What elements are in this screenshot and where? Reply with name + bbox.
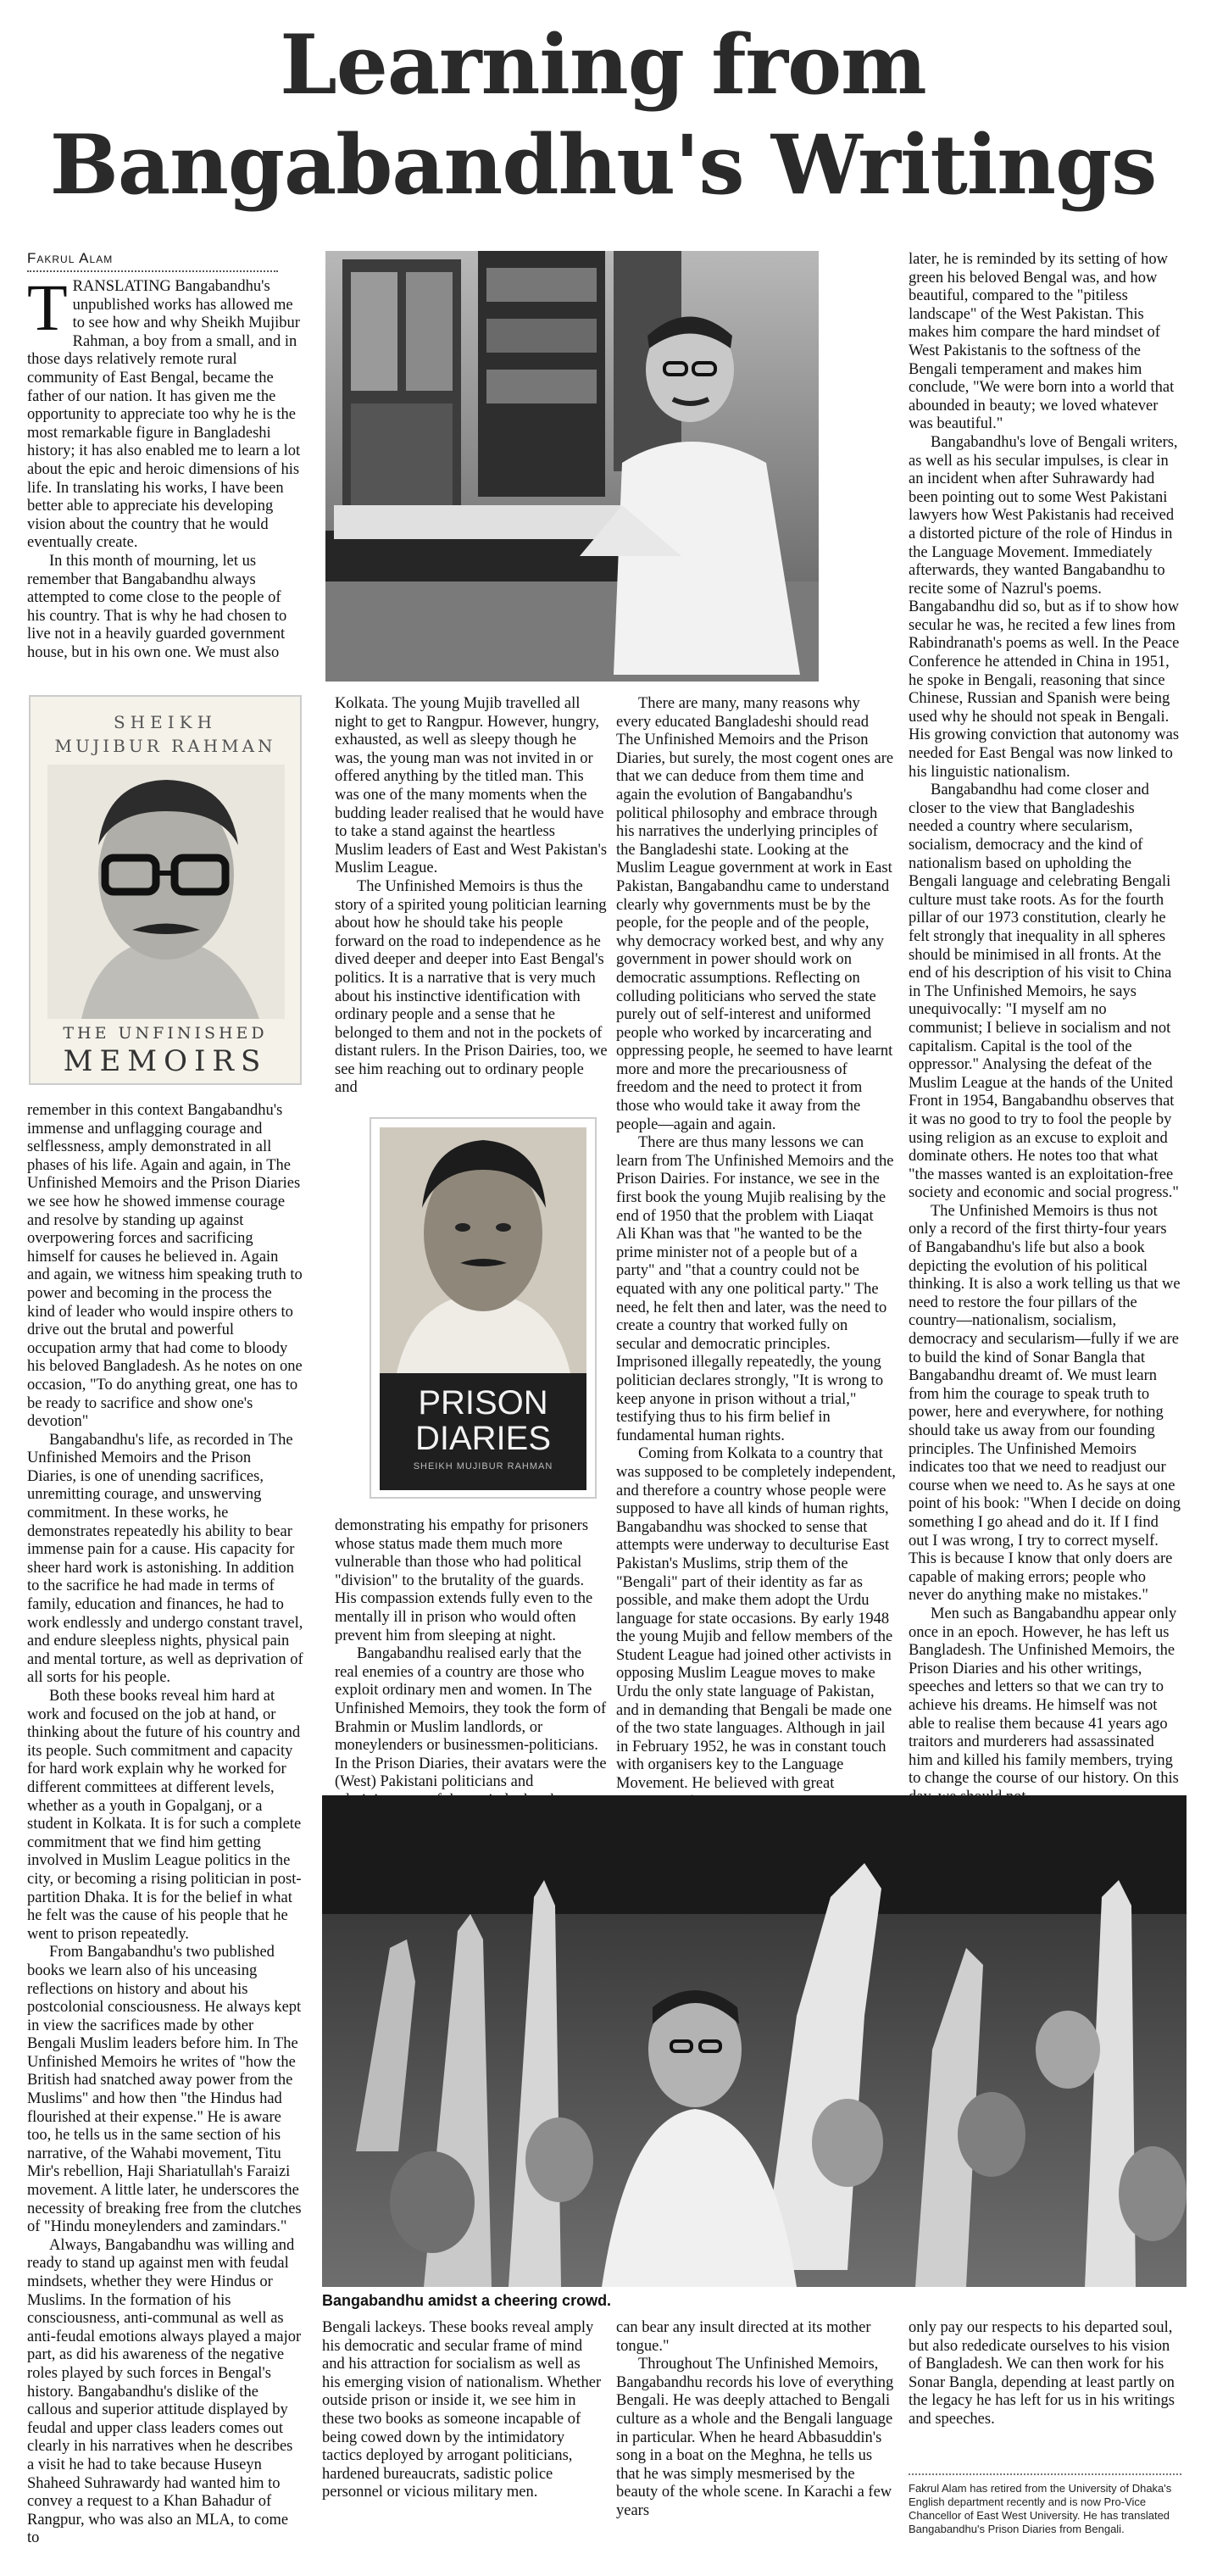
photo-bangabandhu-at-desk: [325, 251, 819, 682]
paragraph: The Unfinished Memoirs is thus the story of a spirited young politician learning about how he should take his people forward on the road to independence as he dived deeper and deeper into East Bengal's politics. It is a narrative that is very much about his instinctive identification with ordinary people and a sense that he belonged to them and not in the pockets of distant rulers. In the Prison Dairies, too, we see him reaching out to ordinary people and: [335, 877, 608, 1097]
cover-portrait: [380, 1127, 586, 1373]
photo-cheering-crowd: [322, 1795, 1187, 2287]
drop-cap: T: [27, 270, 68, 344]
paragraph: Always, Bangabandhu was willing and ready to stand up against men with feudal mindsets, whether they were Hindus or Muslims. In the formation of his consciousness, anti-communal as well as anti-feudal emotions always played a major part, as did his awareness of the negative roles played by such forces in Bengal's history. Bangabandhu's dislike of the callous and superior attitude displayed by feudal and upper class leaders comes out clearly in his narratives when he describes a visit he had to take because Huseyn Shaheed Suhrawardy had wanted him to convey a request to a Khan Bahadur of Rangpur, who was also an MLA, to come to: [27, 2236, 302, 2547]
paragraph: The Unfinished Memoirs is thus not only a record of the first thirty-four years of Bangabandhu's life but also a book depicting the evolution of his political thinking. It is also a work telling us that we need to restore the four pillars of the country—nationalism, socialism, democracy and secularism—fully if we are to build the kind of Sonar Bangla that Bangabandhu dreamt of. We must learn from him the courage to speak truth to power, here and everywhere, for nothing should take us away from our founding principles. The Unfinished Memoirs indicates too that we need to readjust our course when we need to. As he says at one point of his book: "When I decide on doing something I go ahead and do it. If I find out I was wrong, I try to correct myself. This is because I know that only doers are capable of making errors; people who never do anything make no mistakes.": [909, 1202, 1181, 1605]
cover-title-line-1: THE UNFINISHED: [63, 1024, 268, 1043]
author-bio: Fakrul Alam has retired from the University of Dhaka's English department recently and is now Pro-Vice Chancellor of East West University. He has translated Bangabandhu's Prison Diaries from Bengali.: [909, 2482, 1172, 2535]
cover-title-line-2: MEMOIRS: [63, 1044, 268, 1078]
photo-caption: Bangabandhu amidst a cheering crowd.: [322, 2292, 612, 2309]
byline: Fakrul Alam: [27, 250, 278, 272]
column-2-top: [335, 695, 608, 1100]
paragraph: There are many, many reasons why every educated Bangladeshi should read The Unfinished Memoirs and the Prison Diaries, but surely, the most cogent ones are that we can deduce from them time and again the evolution of Bangabandhu's political philosophy and embrace through his narratives the underlying principles of the Bangladeshi state. Looking at the Muslim League government at work in East Pakistan, Bangabandhu came to understand clearly why governments must be by the people, for the people and of the people, why democracy worked best, and why any government in power should work on democratic assumptions. Reflecting on colluding politicians who served the state purely out of self-interest and uniformed people who worked by incarcerating and oppressing people, he seemed to have learnt more and more the precariousness of freedom and the need to protect it from those who would take it away from the people—again and again.: [616, 695, 894, 1133]
cover-author-line-1: SHEIKH: [113, 712, 218, 732]
book-cover-prison-diaries: [370, 1117, 597, 1499]
cover-portrait: [47, 765, 285, 1019]
headline-line-2: Bangabandhu's Writings: [49, 117, 1157, 213]
headline: [0, 15, 1206, 215]
photo-illustration: [322, 1795, 1187, 2287]
column-3-top: [616, 695, 896, 1793]
paragraph: Bangabandhu's life, as recorded in The Unfinished Memoirs and the Prison Diaries, is one of unending sacrifices, unremitting courage, and unswerving commitment. In these works, he demonstrates repeatedly his ability to bear immense pain for a cause. His capacity for sheer hard work is astonishing. In addition to the sacrifice he had made in terms of family, education and finances, he had to work endlessly and undergo constant travel, and endure sleepless nights, physical pain and mental torture, as well as deprivation of all sorts for his people.: [27, 1431, 303, 1687]
paragraph: Throughout The Unfinished Memoirs, Bangabandhu records his love of everything Bengali. He was deeply attached to Bengali culture as a whole and the Bengali language in particular. When he heard Abbasuddin's song in a boat on the Meghna, he tells us that he was simply mesmerised by the beauty of the whole scene. In Karachi a few years: [616, 2356, 894, 2519]
paragraph: demonstrating his empathy for prisoners whose status made them much more vulnerable than those who had political "division" to the brutality of the guards. His compassion extends fully even to the mentally ill in prison who would often prevent him from sleeping at night.: [335, 1517, 593, 1644]
paragraph: only pay our respects to his departed soul, but also rededicate ourselves to his vision of Bangladesh. We can then work for his Sonar Bangla, depending at least partly on the legacy he has left for us in his writings and speeches.: [909, 2319, 1175, 2428]
paragraph: later, he is reminded by its setting of how green his beloved Bengal was, and how beautiful, compared to the "pitiless landscape" of the West Pakistan. This makes him compare the hard mindset of West Pakistanis to the softness of the Bengali temperament and makes him conclude, "We were born into a world that abounded in beauty; we loved whatever was beautiful.": [909, 251, 1175, 433]
paragraph: Kolkata. The young Mujib travelled all night to get to Rangpur. However, hungry, exhausted, as well as sleepy though he was, the young man was not invited in or offered anything by the titled man. This was one of the many moments when the budding leader realised that he would have to take a stand against the heartless Muslim leaders of East and West Pakistan's Muslim League.: [335, 695, 608, 877]
paragraph: In this month of mourning, let us remember that Bangabandhu always attempted to come close to the people of his country. That is why he had chosen to live not in a heavily guarded government house, but in his own one. We must also: [27, 552, 287, 661]
paragraph: Bangabandhu had come closer and closer to the view that Bangladeshis needed a country where secularism, socialism, democracy and the kind of nationalism based on upholding the Bengali language and celebrating Bengali culture must take roots. As for the fourth pillar of our 1973 constitution, clearly he felt strongly that inequality in all spheres should be minimised in all fronts. At the end of his description of his visit to China in The Unfinished Memoirs, he says unequivocally: "I myself am no communist; I believe in socialism and not capitalism. Capital is the tool of the oppressor." Analysing the defeat of the Muslim League at the hands of the United Front in 1954, Bangabandhu observes that it was no good to try to fool the people by using religion as an excuse to exploit and dominate others. He notes too that what "the masses wanted is an exploitation-free society and economic and social progress.": [909, 782, 1179, 1202]
paragraph: Both these books reveal him hard at work and focused on the job at hand, or thinking about the future of his country and its people. Such commitment and capacity for hard work explain why he worked for different committees at different levels, whether as a youth in Gopalganj, or a student in Kolkata. It is for such a complete commitment that we find him getting involved in Muslim League politics in the city, or becoming a rising politician in post-partition Dhaka. It is for the belief in what he felt was the cause of his people that he went to prison repeatedly.: [27, 1688, 302, 1943]
paragraph: Men such as Bangabandhu appear only once in an epoch. However, he has left us Bangladesh. The Unfinished Memoirs, the Prison Diaries and his other writings, speeches and letters so that we can try to achieve his dreams. He himself was not able to realise them because 41 years ago traitors and murderers had assassinated him and killed his family members, trying to change the course of our history. On this: [909, 1605, 1179, 1788]
paragraph: can bear any insult directed at its mother tongue.": [616, 2319, 871, 2355]
column-1-top: [27, 270, 302, 685]
column-3-final: [616, 2319, 896, 2565]
paragraph: There are thus many lessons we can learn from The Unfinished Memoirs and the Prison Dairies. For instance, we see in the first book the young Mujib realising by the end of 1950 that the problem with Liaqat Ali Khan was that "he wanted to be the prime minister not of a people but of a party" and "that a country could not be equated with any one political party." The need, he felt then and later, was the need to create a country that worked fully on secular and democratic principles. Imprisoned illegally repeatedly, the young politician declares strongly, "It is wrong to keep anyone in prison without a trial," testifying thus to his firm belief in fundamental human rights.: [616, 1134, 894, 1444]
cover-author: SHEIKH MUJIBUR RAHMAN: [413, 1461, 553, 1472]
cover-title-line-1: PRISON: [418, 1384, 548, 1422]
paragraph: Bangabandhu's love of Bengali writers, as well as his secular impulses, is clear in an incident when after Suhrawardy had been pointing out to some West Pakistani lawyers how West Pakistanis had received a distorted picture of the role of Hindus in the Language Movement. Immediately afterwards, they wanted Bangabandhu to recite some of Nazrul's poems. Bangabandhu did so, but as if to show how secular he was, he recited a few lines from Rabindranath's poems as well. In the Peace Conference he attended in China in 1951, he spoke in Bengali, reasoning that since Chinese, Russian and Spanish were being used why he should not speak in Bengali. His growing conviction that autonomy was needed for East Bengal was now linked to his linguistic nationalism.: [909, 433, 1180, 781]
bio-divider: [909, 2473, 1181, 2475]
book-cover-unfinished-memoirs: [29, 695, 302, 1085]
column-2-final: [322, 2319, 602, 2565]
paragraph: remember in this context Bangabandhu's immense and unflagging courage and selflessness, amply demonstrated in all phases of his life. Again and again, in The Unfinished Memoirs and the Prison Diaries we see how he showed immense courage and resolve by standing up against overpowering forces and sacrificing himself for causes he believed in. Again and again, we witness him speaking truth to power and becoming in the process the kind of leader who would inspire others to drive out the brutal and powerful occupation army that had come to bloody his beloved Bangladesh. As he notes on one occasion, "To do anything great, one has to be ready to sacrifice and show one's devotion": [27, 1102, 303, 1431]
column-2-bottom: [335, 1517, 608, 1790]
paragraph: Bengali lackeys. These books reveal amply his democratic and secular frame of mind and his attraction for socialism as well as his emerging vision of nationalism. Whether outside prison or inside it, we see him in these two books as someone incapable of being cowed down by the intimidatory tactics deployed by arrogant politicians, hardened bureaucrats, sadistic police personnel or vicious military men.: [322, 2319, 602, 2501]
paragraph: From Bangabandhu's two published books we learn also of his unceasing reflections on history and about his postcolonial consciousness. He always kept in view the sacrifices made by other Bengali Muslim leaders before him. In The Unfinished Memoirs he writes of "how the British had snatched away power from the Muslims" and how then "the Hindus had flourished at their expense." He is aware too, he tells us in the same section of his narrative, of the Wahabi movement, Titu Mir's rebellion, Haji Shariatullah's Faraizi movement. A little later, he underscores the necessity of breaking free from the clutches of "Hindu moneylenders and zamindars.": [27, 1944, 302, 2236]
cover-title-band: [380, 1373, 586, 1490]
column-4-top: [909, 251, 1181, 1788]
cover-author-line-2: MUJIBUR RAHMAN: [54, 736, 276, 756]
paragraph: RANSLATING Bangabandhu's unpublished works has allowed me to see how and why Sheikh Mujibur Rahman, a boy from a small, and in those days relatively remote rural community of East Bengal, became the father of our nation. It has given me the opportunity to appreciate too why he is the most remarkable figure in Bangladeshi history; it has also enabled me to learn a lot about the epic and heroic dimensions of his life. In translating his works, I have been better able to appreciate his developing vision about the country that he would eventually create.: [27, 278, 301, 552]
column-4-final: [909, 2319, 1181, 2455]
headline-line-1: Learning from: [280, 17, 926, 113]
photo-illustration: [325, 251, 819, 682]
paragraph: Coming from Kolkata to a country that was supposed to be completely independent, and therefore a country whose people were supposed to have all kinds of human rights, Bangabandhu was shocked to sense that attempts were underway to deculturise East Pakistan's Muslims, strip them of the "Bengali" part of their identity as far as possible, and make them adopt the Urdu language for state occasions. By early 1948 the young Mujib and fellow members of the Student League had joined other activists in opposing Muslim League moves to make Urdu the only state language of Pakistan, and in demanding that Bengali be made one of the two state languages. Although in jail in February 1952, he was in constant touch with organisers key to the Language Movement. He believed with great: [616, 1445, 896, 1793]
paragraph: Bangabandhu realised early that the real enemies of a country are those who exploit ordinary men and women. In The Unfinished Memoirs, they took the form of Brahmin or Muslim landlords, or moneylenders or businessmen-politicians. In the Prison Diaries, their avatars were the (West) Pakistani politicians and: [335, 1645, 607, 1791]
cover-title-line-2: DIARIES: [414, 1420, 552, 1457]
column-1-bottom: [27, 1102, 303, 2558]
